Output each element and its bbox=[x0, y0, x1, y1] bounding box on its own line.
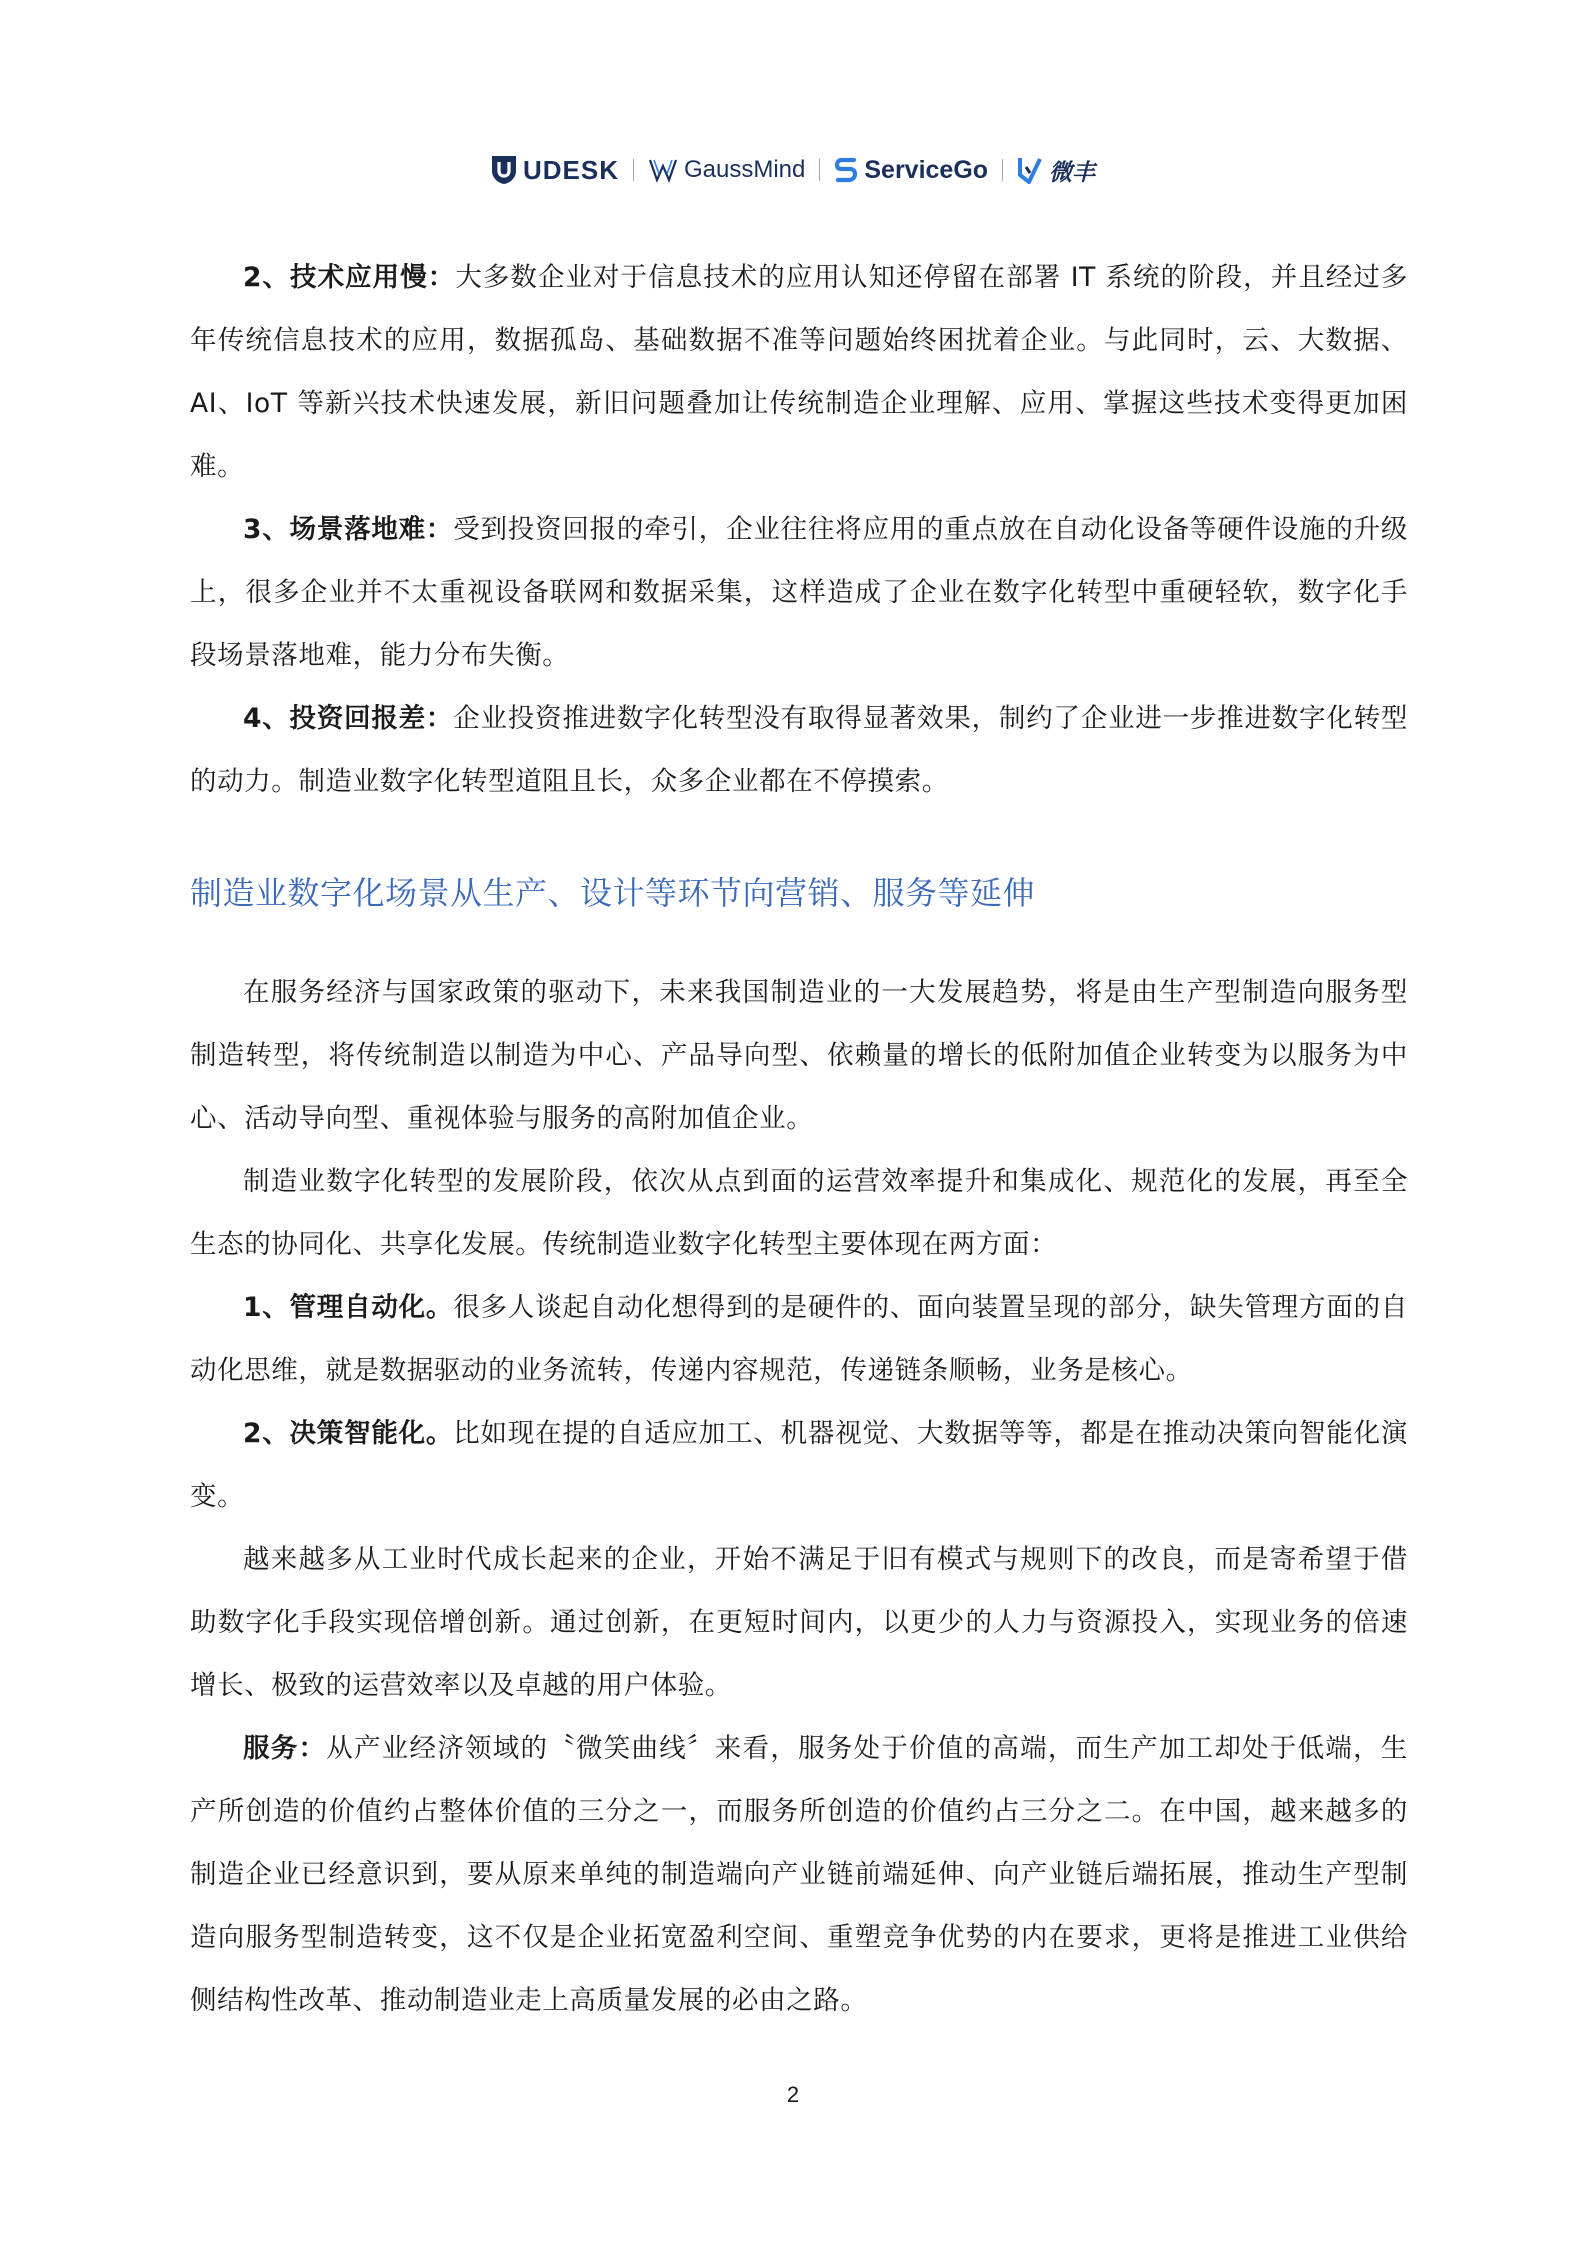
page-number: 2 bbox=[786, 2082, 800, 2107]
udesk-shield-icon bbox=[491, 155, 517, 185]
paragraph-investment-return bbox=[190, 687, 1408, 813]
partner-logo-bar bbox=[0, 148, 1586, 192]
weifeng-logo bbox=[1017, 154, 1095, 187]
servicego-wordmark: ServiceGo bbox=[864, 155, 989, 184]
servicego-s-icon bbox=[834, 155, 858, 185]
udesk-wordmark: UDESK bbox=[522, 154, 619, 185]
paragraph-tech-application bbox=[190, 246, 1408, 498]
gaussmind-wordmark: GaussMind bbox=[683, 156, 806, 183]
paragraph-service-trend: 在服务经济与国家政策的驱动下，未来我国制造业的一大发展趋势，将是由生产型制造向服务型制造转型，将传统制造以制造为中心、产品导向型、依赖量的增长的低附加值企业转变为以服务为中心、活动导向型、重视体验与服务的高附加值企业。 bbox=[190, 977, 1408, 1134]
lead-label: 2、技术应用慢： bbox=[243, 262, 456, 293]
paragraph-text: 受到投资回报的牵引，企业往往将应用的重点放在自动化设备等硬件设施的升级上，很多企业并不太重视设备联网和数据采集，这样造成了企业在数字化转型中重硬轻软，数字化手段场景落地难，能力分布失衡。 bbox=[190, 514, 1408, 671]
paragraph-text: 很多人谈起自动化想得到的是硬件的、面向装置呈现的部分，缺失管理方面的自动化思维，就是数据驱动的业务流转，传递内容规范，传递链条顺畅，业务是核心。 bbox=[190, 1292, 1408, 1386]
paragraph-innovation: 越来越多从工业时代成长起来的企业，开始不满足于旧有模式与规则下的改良，而是寄希望于借助数字化手段实现倍增创新。通过创新，在更短时间内，以更少的人力与资源投入，实现业务的倍速增长、极致的运营效率以及卓越的用户体验。 bbox=[190, 1544, 1408, 1701]
logo-divider bbox=[819, 159, 820, 181]
gaussmind-wave-icon bbox=[648, 156, 678, 184]
section-heading: 制造业数字化场景从生产、设计等环节向营销、服务等延伸 bbox=[190, 874, 1036, 912]
paragraph-development-stages: 制造业数字化转型的发展阶段，依次从点到面的运营效率提升和集成化、规范化的发展，再至全生态的协同化、共享化发展。传统制造业数字化转型主要体现在两方面： bbox=[190, 1166, 1408, 1260]
weifeng-wordmark: 微丰 bbox=[1049, 158, 1096, 185]
lead-label: 4、投资回报差： bbox=[243, 703, 454, 734]
weifeng-check-icon bbox=[1017, 155, 1043, 185]
logo-divider bbox=[633, 159, 634, 181]
paragraph-text: 比如现在提的自适应加工、机器视觉、大数据等等，都是在推动决策向智能化演变。 bbox=[190, 1418, 1408, 1512]
paragraph-text: 从产业经济领域的〝微笑曲线〞来看，服务处于价值的高端，而生产加工却处于低端，生产所创造的价值约占整体价值的三分之一，而服务所创造的价值约占三分之二。在中国，越来越多的制造企业已经意识到，要从原来单纯的制造端向产业链前端延伸、向产业链后端拓展，推动生产型制造向服务型制造转变，这不仅是企业拓宽盈利空间、重塑竞争优势的内在要求，更将是推进工业供给侧结构性改革、推动制造业走上高质量发展的必由之路。 bbox=[190, 1733, 1408, 2016]
servicego-logo bbox=[834, 155, 988, 185]
gaussmind-logo bbox=[648, 156, 805, 184]
lead-label: 2、决策智能化。 bbox=[243, 1418, 454, 1449]
lead-label: 1、管理自动化。 bbox=[243, 1292, 454, 1323]
paragraph-decision-intelligence bbox=[190, 1402, 1408, 1528]
document-body bbox=[190, 246, 1408, 2032]
lead-label: 3、场景落地难： bbox=[243, 514, 454, 545]
paragraph-text: 企业投资推进数字化转型没有取得显著效果，制约了企业进一步推进数字化转型的动力。制造业数字化转型道阻且长，众多企业都在不停摸索。 bbox=[190, 703, 1408, 797]
udesk-logo bbox=[491, 155, 619, 186]
paragraph-management-automation bbox=[190, 1276, 1408, 1402]
paragraph-scenario-landing bbox=[190, 498, 1408, 687]
paragraph-text: 大多数企业对于信息技术的应用认知还停留在部署 IT 系统的阶段，并且经过多年传统信息技术的应用，数据孤岛、基础数据不准等问题始终困扰着企业。与此同时，云、大数据、AI、IoT 等新兴技术快速发展，新旧问题叠加让传统制造企业理解、应用、掌握这些技术变得更加困难。 bbox=[190, 262, 1408, 482]
paragraph-service bbox=[190, 1717, 1408, 2032]
logo-divider bbox=[1002, 159, 1003, 181]
lead-label: 服务： bbox=[243, 1733, 327, 1764]
